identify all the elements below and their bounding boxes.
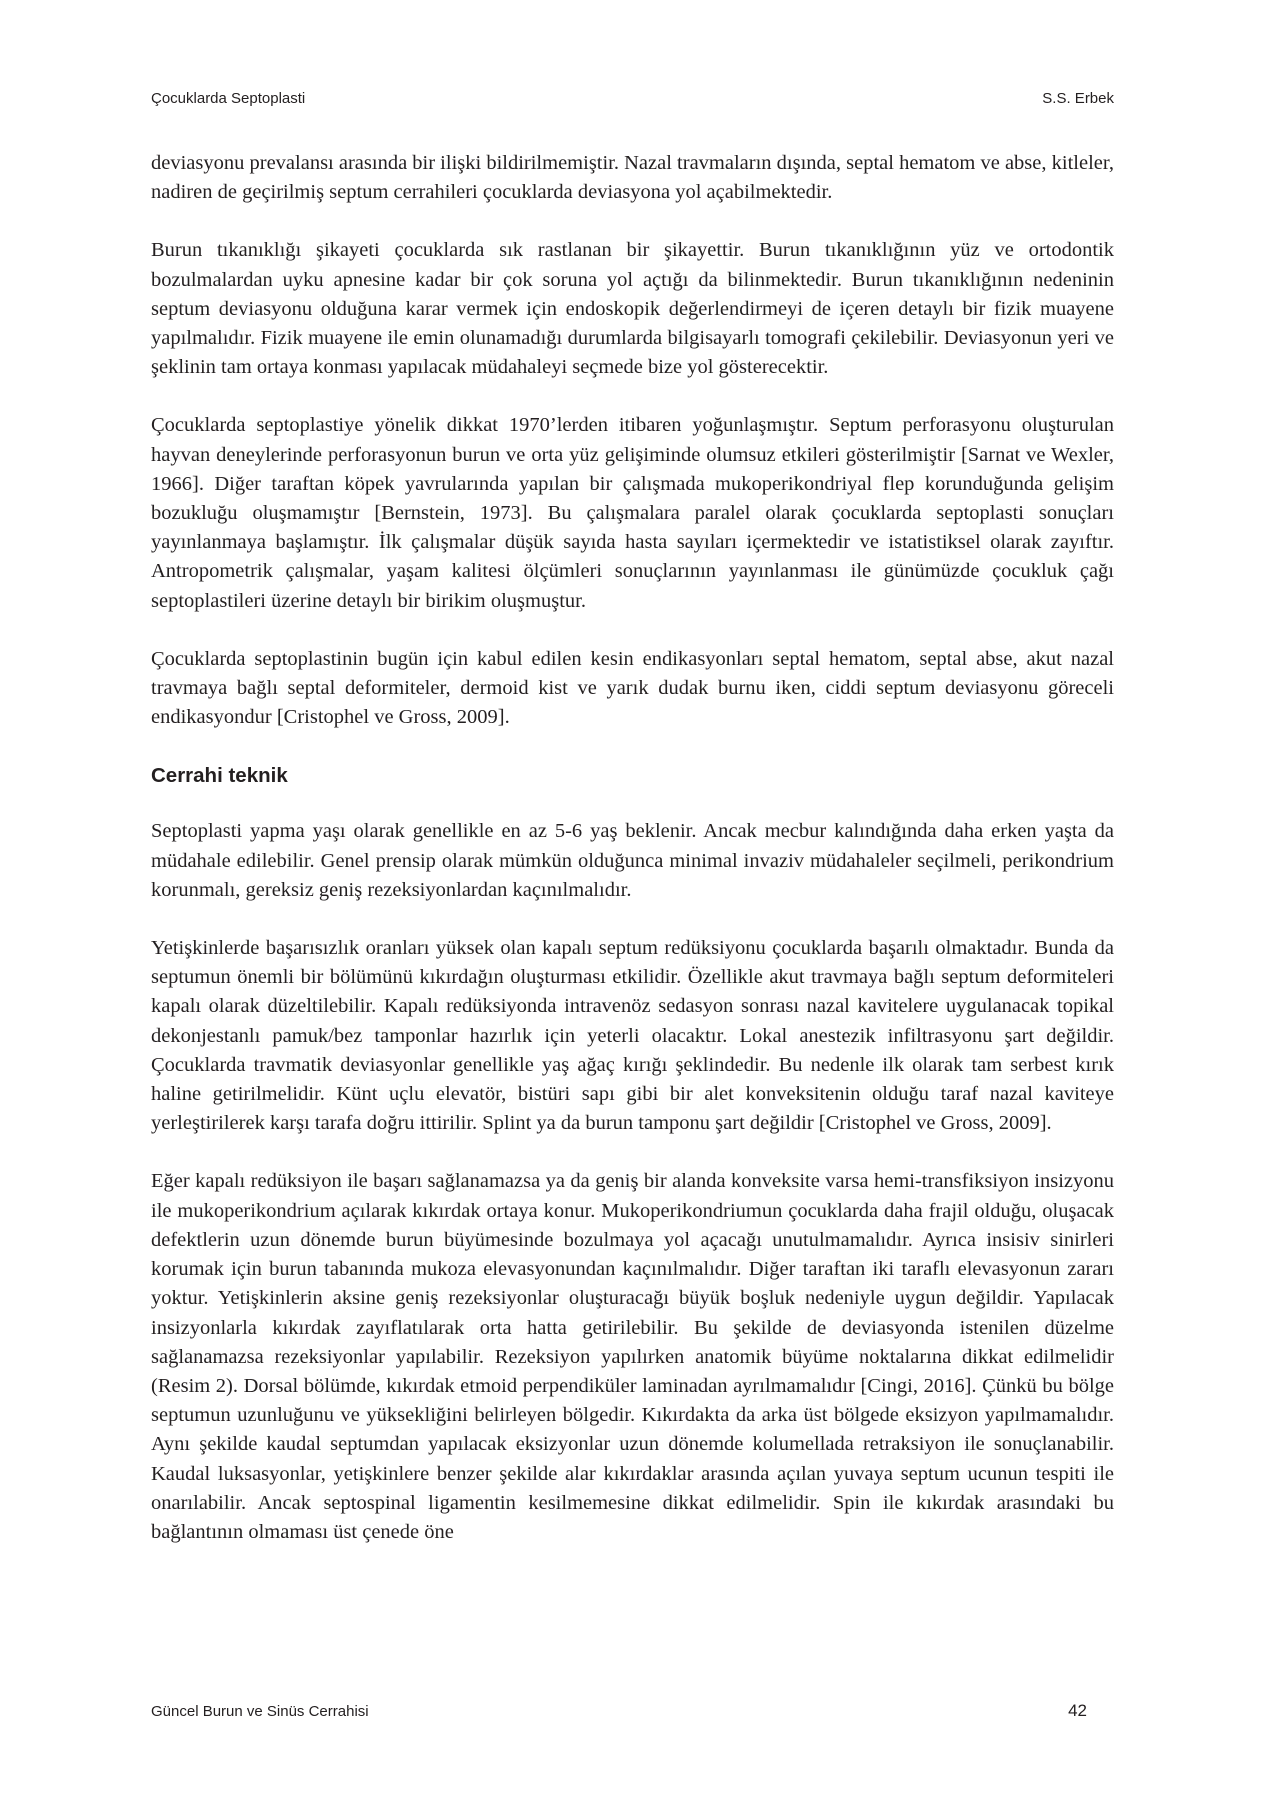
body-paragraph: Çocuklarda septoplastinin bugün için kabul edilen kesin endikasyonları septal hematom, septal abse, akut nazal travmaya bağlı septal deformiteler, dermoid kist ve yarık dudak burnu iken, ciddi septum deviasyonu göreceli endikasyondur [Cristophel ve Gross, 2009]. — [151, 647, 1114, 729]
page-number: 42 — [1068, 1701, 1087, 1720]
body-paragraph: Yetişkinlerde başarısızlık oranları yüksek olan kapalı septum redüksiyonu çocuklarda başarılı olmaktadır. Bunda da septumun önemli bir bölümünü kıkırdağın oluşturması etkilidir. Özellikle akut travmaya bağlı septum deformiteleri kapalı olarak düzeltilebilir. Kapalı redüksiyonda intravenöz sedasyon sonrası nazal kavitelere uygulanacak topikal dekonjestanlı pamuk/bez tamponlar hazırlık için yeterli olacaktır. Lokal anestezik infiltrasyonu şart değildir. Çocuklarda travmatik deviasyonlar genellikle yaş ağaç kırığı şeklindedir. Bu nedenle ilk olarak tam serbest kırık haline getirilmelidir. Künt uçlu elevatör, bistüri sapı gibi bir alet konveksitenin olduğu taraf nazal kaviteye yerleştirilerek karşı tarafa doğru ittirilir. Splint ya da burun tamponu şart değildir [Cristophel ve Gross, 2009]. — [151, 937, 1114, 1135]
page-body — [151, 149, 1114, 1576]
running-header — [151, 86, 1114, 110]
header-chapter-title: Çocuklarda Septoplasti — [151, 89, 306, 107]
body-paragraph: Eğer kapalı redüksiyon ile başarı sağlanamazsa ya da geniş bir alanda konveksite varsa hemi-transfiksiyon insizyonu ile mukoperikondrium açılarak kıkırdak ortaya konur. Mukoperikondriumun çocuklarda daha frajil olduğu, oluşacak defektlerin uzun dönemde burun büyümesinde bozulmaya yol açacağı unutulmamalıdır. Ayrıca insisiv sinirleri korumak için burun tabanında mukoza elevasyonundan kaçınılmalıdır. Diğer taraftan iki taraflı elevasyonun zararı yoktur. Yetişkinlerin aksine geniş rezeksiyonlar oluşturacağı büyük boşluk nedeniyle uygun değildir. Yapılacak insizyonlarla kıkırdak zayıflatılarak orta hatta getirilebilir. Bu şekilde de deviasyonda istenilen düzelme sağlanamazsa rezeksiyonlar yapılabilir. Rezeksiyon yapılırken anatomik büyüme noktalarına dikkat edilmelidir (Resim 2). Dorsal bölümde, kıkırdak etmoid perpendiküler laminadan ayrılmamalıdır [Cingi, 2016]. Çünkü bu bölge septumun uzunluğunu ve yüksekliğini belirleyen bölgedir. Kıkırdakta da arka üst bölgede eksizyon yapılmamalıdır. Aynı şekilde kaudal septumdan yapılacak eksizyonlar uzun dönemde kolumellada retraksiyon ile sonuçlanabilir. Kaudal luksasyonlar, yetişkinlere benzer şekilde alar kıkırdaklar arasında açılan yuvaya septum ucunun tespiti ile onarılabilir. Ancak septospinal ligamentin kesilmemesine dikkat edilmelidir. Spin ile kıkırdak arasındaki bu bağlantının olmaması üst çenede öne — [151, 1170, 1114, 1543]
footer-book-title: Güncel Burun ve Sinüs Cerrahisi — [151, 1702, 369, 1720]
body-paragraph: deviasyonu prevalansı arasında bir ilişki bildirilmemiştir. Nazal travmaların dışında, septal hematom ve abse, kitleler, nadiren de geçirilmiş septum cerrahileri çocuklarda deviasyona yol açabilmektedir. — [151, 152, 1114, 204]
body-paragraph: Burun tıkanıklığı şikayeti çocuklarda sık rastlanan bir şikayettir. Burun tıkanıklığının yüz ve ortodontik bozulmalardan uyku apnesine kadar bir çok soruna yol açtığı da bilinmektedir. Burun tıkanıklığının nedeninin septum deviasyonu olduğuna karar vermek için endoskopik değerlendirmeyi de içeren detaylı bir fizik muayene yapılmalıdır. Fizik muayene ile emin olunamadığı durumlarda bilgisayarlı tomografi çekilebilir. Deviasyonun yeri ve şeklinin tam ortaya konması yapılacak müdahaleyi seçmede bize yol gösterecektir. — [151, 239, 1114, 379]
running-footer — [151, 1699, 1087, 1723]
header-author: S.S. Erbek — [1042, 89, 1114, 107]
section-heading: Cerrahi teknik — [151, 764, 288, 788]
body-paragraph: Septoplasti yapma yaşı olarak genellikle en az 5-6 yaş beklenir. Ancak mecbur kalındığında daha erken yaşta da müdahale edilebilir. Genel prensip olarak mümkün olduğunca minimal invaziv müdahaleler seçilmeli, perikondrium korunmalı, gereksiz geniş rezeksiyonlardan kaçınılmalıdır. — [151, 820, 1114, 901]
body-paragraph: Çocuklarda septoplastiye yönelik dikkat 1970’lerden itibaren yoğunlaşmıştır. Septum perforasyonu oluşturulan hayvan deneylerinde perforasyonun burun ve orta yüz gelişiminde olumsuz etkileri gösterilmiştir [Sarnat ve Wexler, 1966]. Diğer taraftan köpek yavrularında yapılan bir çalışmada mukoperikondriyal flep korunduğunda gelişim bozukluğu oluşmamıştır [Bernstein, 1973]. Bu çalışmalara paralel olarak çocuklarda septoplasti sonuçları yayınlanmaya başlamıştır. İlk çalışmalar düşük sayıda hasta sayıları içermektedir ve istatistiksel olarak zayıftır. Antropometrik çalışmalar, yaşam kalitesi ölçümleri sonuçlarının yayınlanması ile günümüzde çocukluk çağı septoplastileri üzerine detaylı bir birikim oluşmuştur. — [151, 414, 1114, 612]
